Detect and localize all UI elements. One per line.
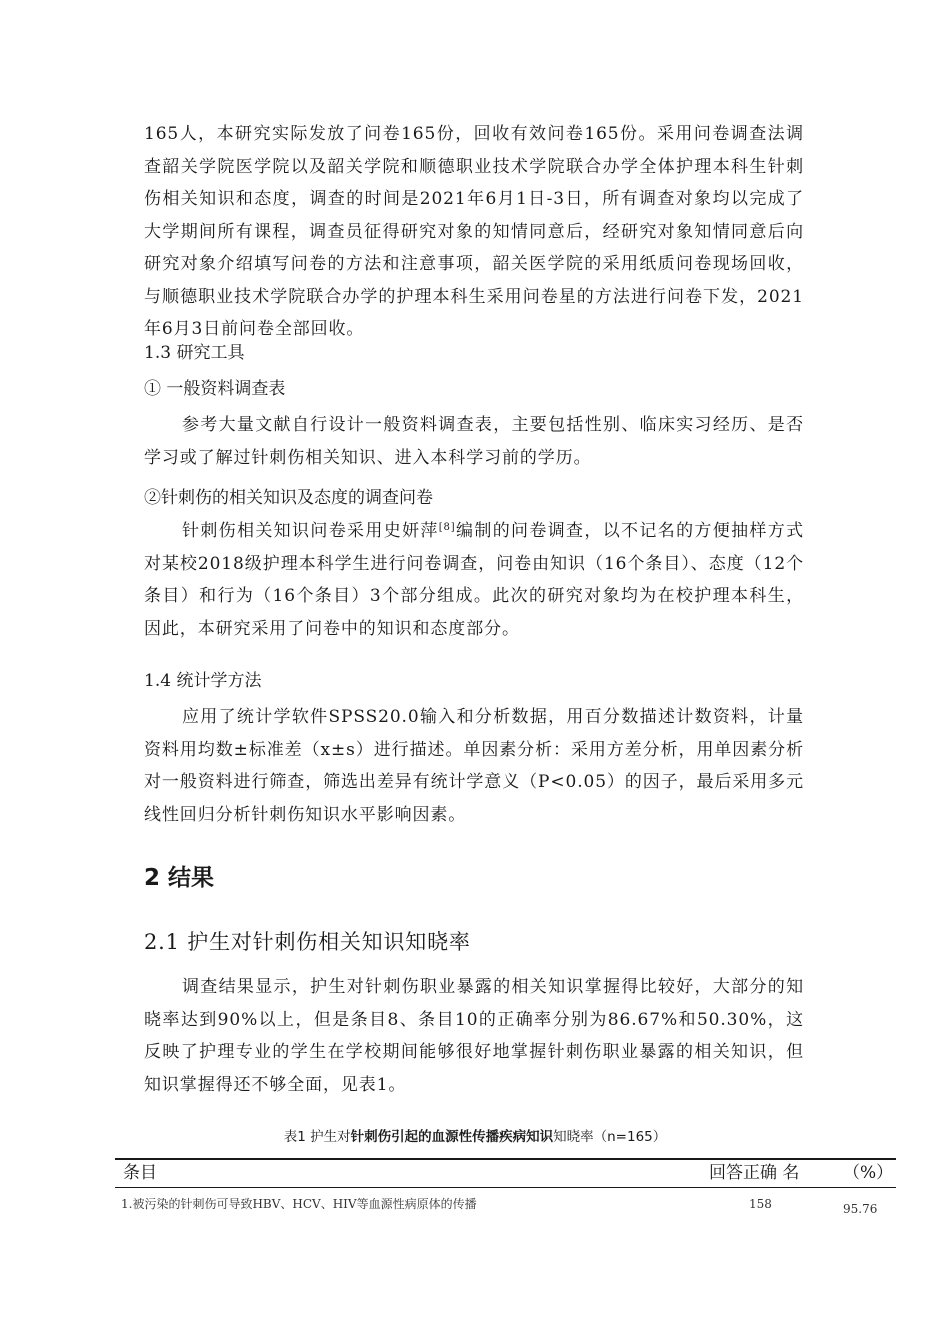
column-header-correct: 回答正确 名 bbox=[709, 1163, 800, 1183]
table-caption bbox=[0, 1128, 950, 1146]
paragraph-questionnaire bbox=[144, 515, 804, 645]
cell-item: 1.被污染的针刺伤可导致HBV、HCV、HIV等血源性病原体的传播 bbox=[121, 1197, 477, 1211]
paragraph-questionnaire-part-b: 编制的问卷调查，以不记名的方便抽样方式对某校2018级护理本科学生进行问卷调查，问卷由知识（16个条目）、态度（12个条目）和行为（16个条目）3个部分组成。此次的研究对象均为在校护理本科生，因此，本研究采用了问卷中的知识和态度部分。 bbox=[144, 521, 804, 639]
cell-percent: 95.76 bbox=[843, 1202, 878, 1216]
list-item-questionnaire: ②针刺伤的相关知识及态度的调查问卷 bbox=[144, 488, 433, 508]
table-caption-part-b: 针刺伤引起的血源性传播疾病知识 bbox=[350, 1129, 554, 1145]
table-top-rule bbox=[115, 1158, 896, 1160]
heading-1-4: 1.4 统计学方法 bbox=[144, 671, 262, 691]
column-header-item: 条目 bbox=[123, 1163, 157, 1183]
paragraph-statistics: 应用了统计学软件SPSS20.0输入和分析数据，用百分数描述计数资料，计量资料用均数±标准差（x±s）进行描述。单因素分析：采用方差分析，用单因素分析对一般资料进行筛查，筛选出差异有统计学意义（P<0.05）的因子，最后采用多元线性回归分析针刺伤知识水平影响因素。 bbox=[144, 707, 804, 825]
paragraph-questionnaire-part-a: 针刺伤相关知识问卷采用史妍萍 bbox=[182, 521, 439, 541]
table-caption-part-c: 知晓率（n=165） bbox=[553, 1129, 667, 1145]
table-caption-part-a: 表1 护生对 bbox=[283, 1129, 351, 1145]
paragraph-general-info: 参考大量文献自行设计一般资料调查表，主要包括性别、临床实习经历、是否学习或了解过针刺伤相关知识、进入本科学习前的学历。 bbox=[144, 415, 804, 468]
paragraph-survey-method: 165人，本研究实际发放了问卷165份，回收有效问卷165份。采用问卷调查法调查韶关学院医学院以及韶关学院和顺德职业技术学院联合办学全体护理本科生针刺伤相关知识和态度，调查的时间是2021年6月1日-3日，所有调查对象均以完成了大学期间所有课程，调查员征得研究对象的知情同意后，经研究对象知情同意后向研究对象介绍填写问卷的方法和注意事项，韶关医学院的采用纸质问卷现场回收，与顺德职业技术学院联合办学的护理本科生采用问卷星的方法进行问卷下发，2021年6月3日前问卷全部回收。 bbox=[144, 124, 804, 339]
paragraph-results: 调查结果显示，护生对针刺伤职业暴露的相关知识掌握得比较好，大部分的知晓率达到90%以上，但是条目8、条目10的正确率分别为86.67%和50.30%，这反映了护理专业的学生在学校期间能够很好地掌握针刺伤职业暴露的相关知识，但知识掌握得还不够全面，见表1。 bbox=[144, 977, 804, 1095]
cell-correct: 158 bbox=[749, 1197, 772, 1211]
list-item-general-info: ① 一般资料调查表 bbox=[144, 379, 286, 399]
column-header-percent: （%） bbox=[843, 1163, 894, 1183]
citation-ref: [8] bbox=[438, 522, 456, 533]
table-header-rule bbox=[115, 1187, 896, 1188]
heading-1-3: 1.3 研究工具 bbox=[144, 343, 245, 363]
section-heading-results: 2 结果 bbox=[144, 865, 215, 891]
heading-2-1: 2.1 护生对针刺伤相关知识知晓率 bbox=[144, 930, 471, 954]
